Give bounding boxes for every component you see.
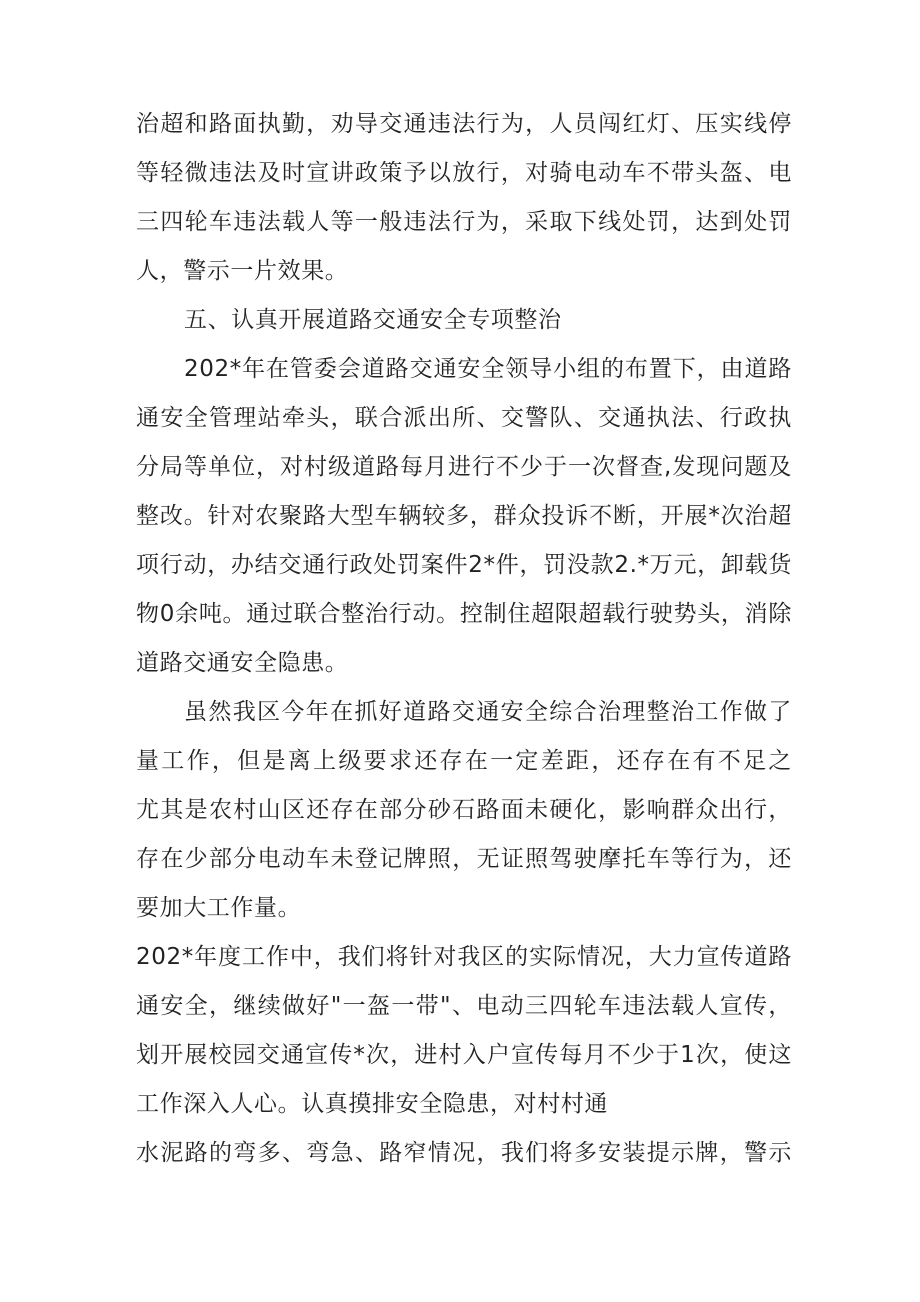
text-line: 水泥路的弯多、弯急、路窄情况，我们将多安装提示牌，警示 [136,1140,792,1166]
text-line: 202*年度工作中，我们将针对我区的实际情况，大力宣传道路 [136,944,792,970]
text-line: 202*年在管委会道路交通安全领导小组的布置下，由道路 [184,356,792,382]
text-line: 道路交通安全隐患。 [136,650,349,676]
text-line: 要加大工作量。 [136,895,302,921]
text-line: 项行动，办结交通行政处罚案件2*件，罚没款2.*万元，卸载货 [136,552,792,578]
text-line: 虽然我区今年在抓好道路交通安全综合治理整治工作做了 [184,699,792,725]
text-line: 治超和路面执勤，劝导交通违法行为，人员闯红灯、压实线停 [136,111,792,137]
text-line: 量工作，但是离上级要求还存在一定差距，还存在有不足之 [136,748,792,774]
text-line: 通安全管理站牵头，联合派出所、交警队、交通执法、行政执 [136,405,792,431]
text-line: 通安全，继续做好"一盔一带"、电动三四轮车违法载人宣传， [136,993,792,1019]
text-line: 整改。针对农聚路大型车辆较多，群众投诉不断，开展*次治超 [136,503,792,529]
text-line: 存在少部分电动车未登记牌照，无证照驾驶摩托车等行为，还 [136,846,792,872]
section-heading: 五、认真开展道路交通安全专项整治 [184,307,562,333]
text-line: 三四轮车违法载人等一般违法行为，采取下线处罚，达到处罚 [136,209,792,235]
text-line: 等轻微违法及时宣讲政策予以放行，对骑电动车不带头盔、电 [136,160,792,186]
text-line: 分局等单位，对村级道路每月进行不少于一次督查,发现问题及 [136,454,792,480]
text-line: 工作深入人心。认真摸排安全隐患，对村村通 [136,1091,608,1117]
text-line: 划开展校园交通宣传*次，进村入户宣传每月不少于1次，使这 [136,1042,792,1068]
text-line: 人，警示一片效果。 [136,258,349,284]
text-line: 尤其是农村山区还存在部分砂石路面未硬化，影响群众出行， [136,797,792,823]
text-line: 物0余吨。通过联合整治行动。控制住超限超载行驶势头，消除 [136,601,792,627]
